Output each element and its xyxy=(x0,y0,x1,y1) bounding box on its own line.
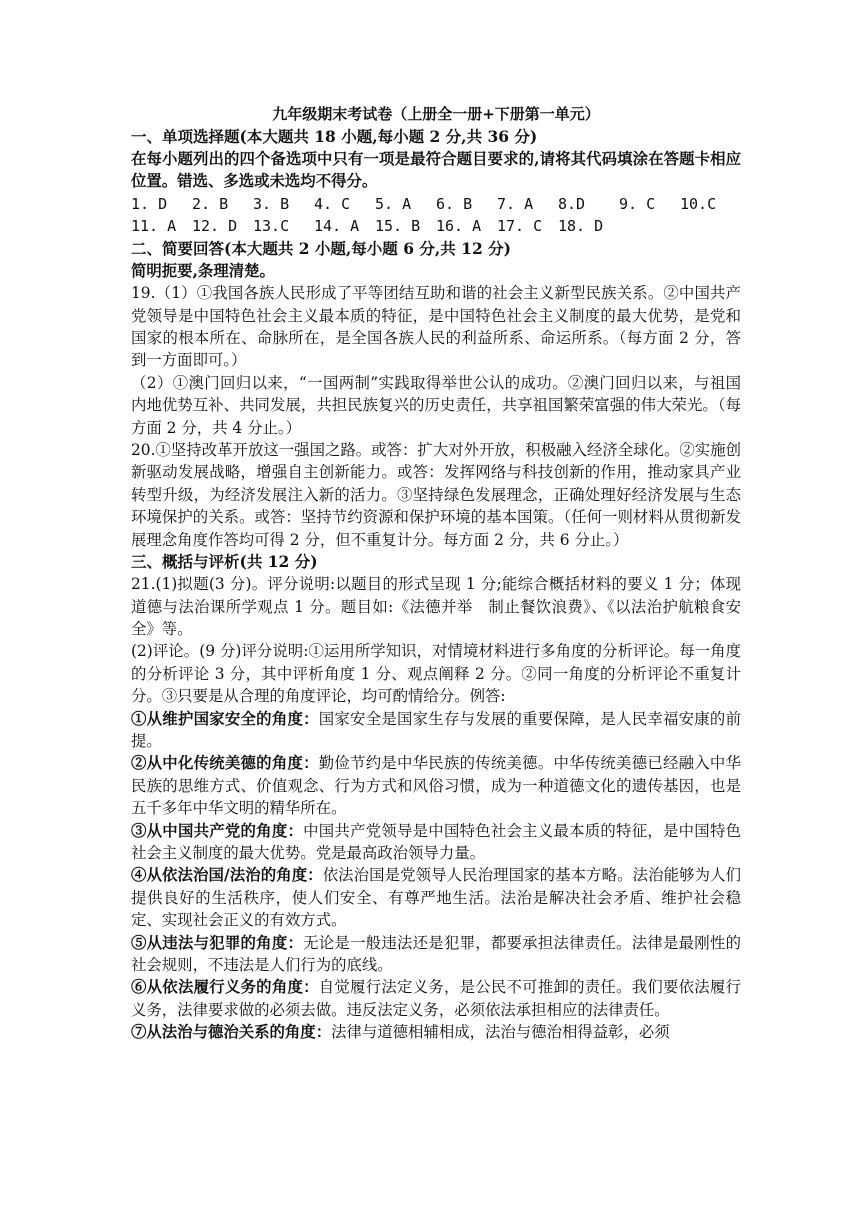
question-19-part2: （2）①澳门回归以来，“一国两制”实践取得举世公认的成功。②澳门回归以来，与祖国内地优势互补、共同发展，共担民族复兴的历史责任，共享祖国繁荣富强的伟大荣光。（每方面 2 分，共 4 分止。） xyxy=(131,373,741,437)
angle-lead: ⑤从违法与犯罪的角度： xyxy=(131,933,304,952)
answer-item: 9. C xyxy=(619,194,656,213)
angle-text: 无论是一般违法还是犯罪，都要承担法律责任。法律是最刚性的社会规则，不违法是人们行为的底线。 xyxy=(131,933,741,974)
question-19-part1: 19.（1）①我国各族人民形成了平等团结互助和谐的社会主义新型民族关系。②中国共产党领导是中国特色社会主义最本质的特征，是中国特色社会主义制度的最大优势，是党和国家的根本所在、命脉所在，是全国各族人民的利益所系、命运所系。（每方面 2 分，答到一方面即可。） xyxy=(131,284,741,370)
answer-item: 4. C xyxy=(314,194,351,213)
question-20: 20.①坚持改革开放这一强国之路。或答：扩大对外开放，积极融入经济全球化。②实施创新驱动发展战略，增强自主创新能力。或答：发挥网络与科技创新的作用，推动家具产业转型升级，为经济发展注入新的活力。③坚持绿色发展理念，正确处理好经济发展与生态环境保护的关系。或答：坚持节约资源和保护环境的基本国策。（任何一则材料从贯彻新发展理念角度作答均可得 2 分，但不重复计分。每方面 2 分，共 6 分止。） xyxy=(131,441,741,549)
angle-lead: ④从依法治国/法治的角度： xyxy=(131,866,323,885)
answer-angle-law-and-morality xyxy=(131,1021,741,1043)
answer-angle-national-security xyxy=(131,708,741,753)
answer-item: 3. B xyxy=(253,194,290,213)
angle-text: 国家安全是国家生存与发展的重要保障，是人民幸福安康的前提。 xyxy=(131,709,741,750)
section2-instructions: 简明扼要,条理清楚。 xyxy=(131,261,275,280)
answer-angle-rule-of-law xyxy=(131,864,741,931)
answer-item: 2. B xyxy=(192,194,229,213)
answer-item: 8.D xyxy=(558,194,586,213)
angle-lead: ③从中国共产党的角度： xyxy=(131,821,304,840)
angle-text: 法律与道德相辅相成，法治与德治相得益彰，必须 xyxy=(331,1023,670,1042)
answer-item: 12. D xyxy=(192,217,238,236)
question-21-part1: 21.(1)拟题(3 分)。评分说明:以题目的形式呈现 1 分;能综合概括材料的要义 1 分；体现道德与法治课所学观点 1 分。题目如:《法德并举 制止餐饮浪费》、《以法治护航粮食安全》等。 xyxy=(131,575,741,638)
angle-lead: ②从中化传统美德的角度： xyxy=(131,754,319,773)
answer-angle-party xyxy=(131,820,741,865)
exam-answer-page xyxy=(131,103,741,1044)
section1-heading: 一、单项选择题(本大题共 18 小题,每小题 2 分,共 36 分) xyxy=(131,127,538,146)
answer-item: 6. B xyxy=(436,194,473,213)
angle-text: 中国共产党领导是中国特色社会主义最本质的特征，是中国特色社会主义制度的最大优势。党是最高政治领导力量。 xyxy=(131,821,741,862)
section1-instructions: 在每小题列出的四个备选项中只有一项是最符合题目要求的,请将其代码填涂在答题卡相应位置。错选、多选或未选均不得分。 xyxy=(131,150,741,191)
answer-item: 17. C xyxy=(497,217,543,236)
angle-lead: ⑦从法治与德治关系的角度： xyxy=(131,1023,332,1042)
section2-heading: 二、简要回答(本大题共 2 小题,每小题 6 分,共 12 分) xyxy=(131,238,511,258)
answer-item: 18. D xyxy=(558,217,604,236)
answer-item: 10.C xyxy=(680,194,717,213)
answer-item: 13.C xyxy=(253,217,290,236)
answer-row-1 xyxy=(131,193,741,216)
answer-item: 5. A xyxy=(375,194,412,213)
angle-text: 自觉履行法定义务，是公民不可推卸的责任。我们要依法履行义务，法律要求做的必须去做。违反法定义务，必须依法承担相应的法律责任。 xyxy=(131,978,741,1019)
answer-angle-traditional-virtue xyxy=(131,752,741,819)
question-21-part2: (2)评论。(9 分)评分说明:①运用所学知识，对情境材料进行多角度的分析评论。每一角度的分析评论 3 分，其中评析角度 1 分、观点阐释 2 分。②同一角度的分析评论不重复计分。③只要是从合理的角度评论，均可酌情给分。例答: xyxy=(131,642,741,706)
page-title: 九年级期末考试卷（上册全一册+下册第一单元） xyxy=(272,105,600,123)
answer-item: 16. A xyxy=(436,217,482,236)
answer-item: 11. A xyxy=(131,217,177,236)
section3-heading: 三、概括与评析(共 12 分) xyxy=(131,552,318,572)
angle-text: 依法治国是党领导人民治理国家的基本方略。法治能够为人们提供良好的生活秩序，使人们安全、有尊严地生活。法治是解决社会矛盾、维护社会稳定、实现社会正义的有效方式。 xyxy=(131,866,741,930)
angle-lead: ⑥从依法履行义务的角度： xyxy=(131,978,319,997)
answer-item: 15. B xyxy=(375,217,421,236)
answer-row-2 xyxy=(131,215,741,238)
answer-item: 7. A xyxy=(497,194,534,213)
answer-angle-violation-crime xyxy=(131,932,741,977)
angle-lead: ①从维护国家安全的角度： xyxy=(131,709,319,728)
answer-item: 14. A xyxy=(314,217,360,236)
angle-text: 勤俭节约是中华民族的传统美德。中华传统美德已经融入中华民族的思维方式、价值观念、行为方式和风俗习惯，成为一种道德文化的遗传基因，也是五千多年中华文明的精华所在。 xyxy=(131,754,741,818)
answer-item: 1. D xyxy=(131,194,168,213)
answer-angle-obligations xyxy=(131,976,741,1021)
